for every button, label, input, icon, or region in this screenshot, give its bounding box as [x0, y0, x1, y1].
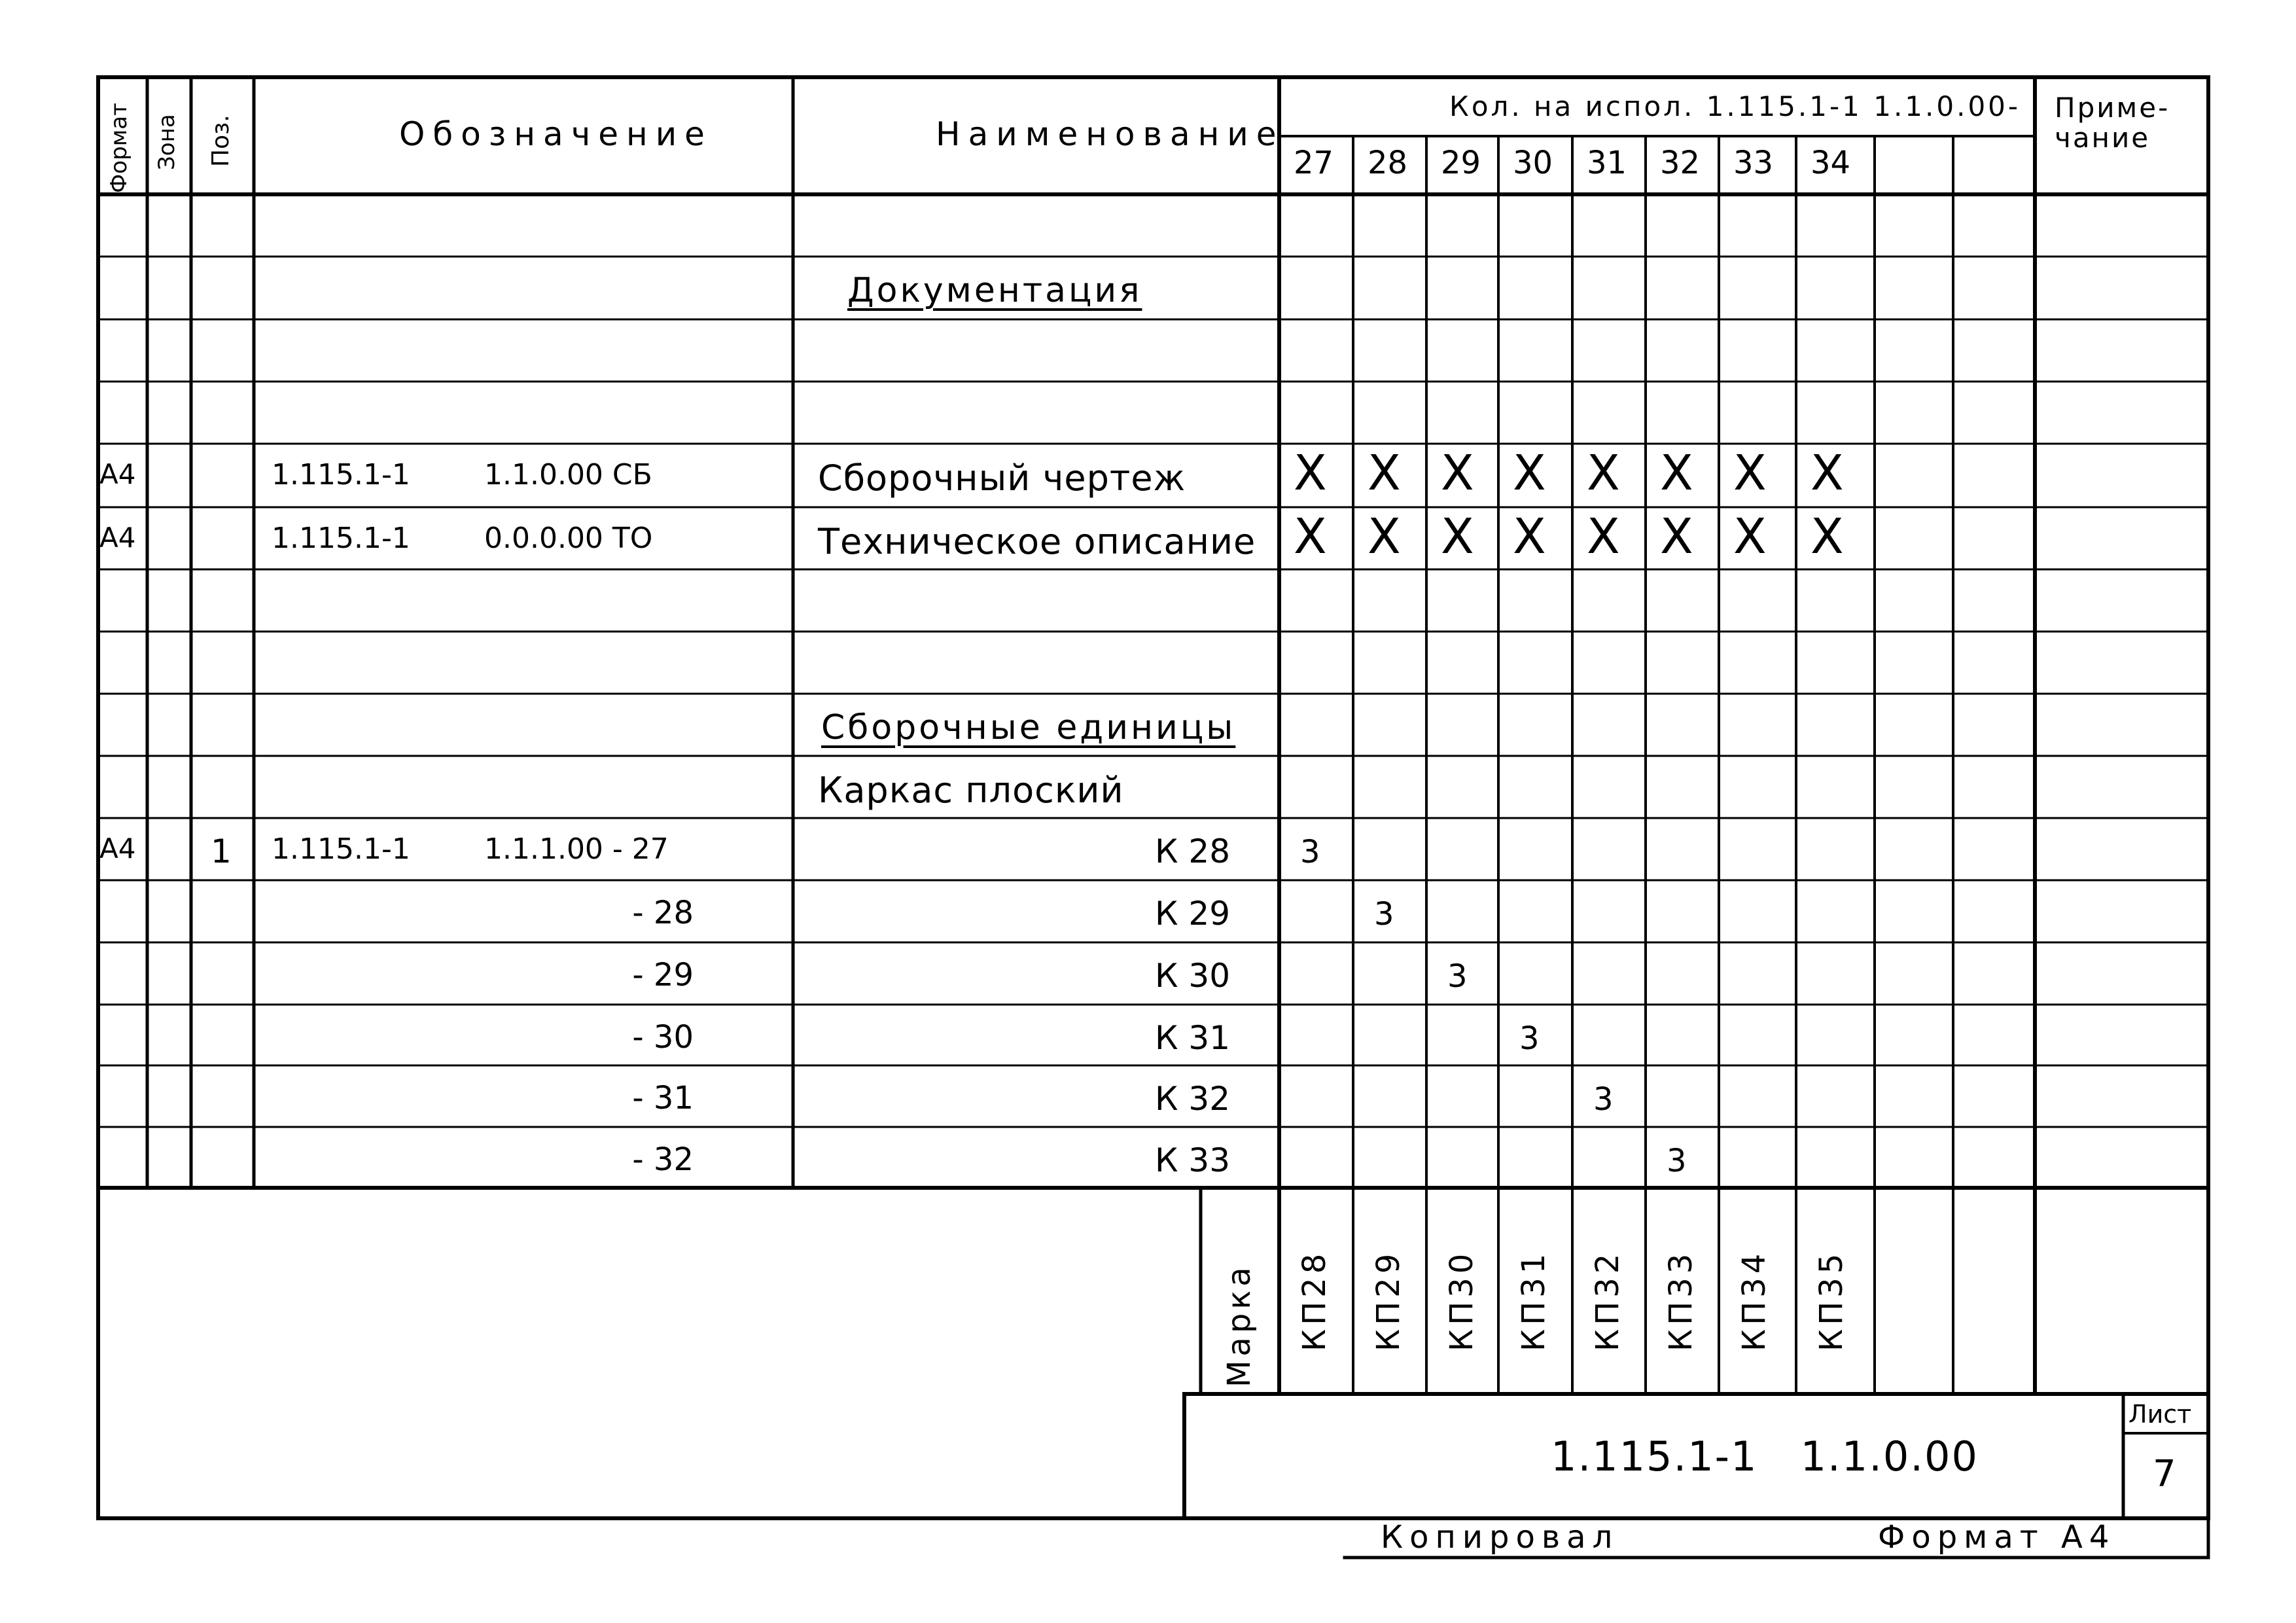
- row-name: К 33: [1154, 1141, 1230, 1179]
- row-code: - 32: [632, 1141, 694, 1178]
- section-title: Документация: [847, 271, 1142, 310]
- variant-col-header: 32: [1660, 145, 1701, 181]
- row-code: 1.1.1.00 - 27: [484, 832, 669, 866]
- applicability-mark: X: [1733, 445, 1767, 501]
- row-code: - 30: [632, 1019, 694, 1056]
- row-quantity: 3: [1667, 1143, 1687, 1179]
- marks-label: Марка: [1221, 1263, 1258, 1387]
- row-quantity: 3: [1374, 896, 1394, 933]
- row-quantity: 3: [1300, 834, 1320, 870]
- row-code: 1.1.0.00 СБ: [484, 458, 652, 491]
- variant-col-header: 34: [1810, 145, 1851, 181]
- mark-item: КП34: [1736, 1249, 1773, 1351]
- doc-code: 1.115.1-1 1.1.0.00: [1551, 1433, 1979, 1480]
- variant-col-header: 31: [1587, 145, 1627, 181]
- variant-col-header: 28: [1368, 145, 1408, 181]
- format-label: Формат А4: [1878, 1519, 2116, 1556]
- applicability-mark: X: [1441, 445, 1474, 501]
- section-title: Сборочные единицы: [821, 708, 1236, 747]
- mark-item: КП31: [1515, 1249, 1552, 1351]
- mark-item: КП30: [1443, 1249, 1480, 1351]
- header-format: Формат: [106, 103, 132, 193]
- applicability-mark: X: [1294, 445, 1327, 501]
- variant-col-header: 29: [1441, 145, 1481, 181]
- applicability-mark: X: [1587, 508, 1620, 565]
- row-quantity: 3: [1593, 1081, 1614, 1118]
- row-name: К 28: [1154, 832, 1230, 870]
- mark-item: КП35: [1813, 1249, 1850, 1351]
- row-designation: 1.115.1-1: [272, 458, 410, 491]
- mark-item: КП28: [1296, 1249, 1333, 1351]
- applicability-mark: X: [1368, 508, 1401, 565]
- row-code: - 31: [632, 1080, 694, 1116]
- header-qty-title: Кол. на испол. 1.115.1-1 1.1.0.00-: [1449, 90, 2021, 122]
- row-name: К 32: [1154, 1080, 1230, 1118]
- applicability-mark: X: [1441, 508, 1474, 565]
- mark-item: КП29: [1370, 1249, 1407, 1351]
- header-designation: Обозначение: [399, 115, 713, 153]
- applicability-mark: X: [1810, 508, 1844, 565]
- copied-label: Копировал: [1381, 1519, 1619, 1556]
- sheet-number: 7: [2153, 1453, 2176, 1495]
- applicability-mark: X: [1733, 508, 1767, 565]
- applicability-mark: X: [1660, 508, 1693, 565]
- row-name: Сборочный чертеж: [818, 457, 1186, 499]
- variant-col-header: 30: [1513, 145, 1553, 181]
- sheet-label: Лист: [2128, 1400, 2192, 1429]
- row-name: К 30: [1154, 957, 1230, 995]
- applicability-mark: X: [1368, 445, 1401, 501]
- row-quantity: 3: [1519, 1020, 1540, 1057]
- row-name: Каркас плоский: [818, 770, 1124, 811]
- row-quantity: 3: [1447, 958, 1468, 995]
- variant-col-header: 27: [1294, 145, 1334, 181]
- applicability-mark: X: [1513, 445, 1546, 501]
- header-zone: Зона: [154, 114, 180, 170]
- row-code: - 28: [632, 895, 694, 931]
- variant-col-header: 33: [1733, 145, 1774, 181]
- applicability-mark: X: [1513, 508, 1546, 565]
- applicability-mark: X: [1660, 445, 1693, 501]
- row-designation: 1.115.1-1: [272, 522, 410, 555]
- applicability-mark: X: [1294, 508, 1327, 565]
- applicability-mark: X: [1810, 445, 1844, 501]
- mark-item: КП33: [1663, 1249, 1699, 1351]
- row-name: К 29: [1154, 895, 1230, 933]
- mark-item: КП32: [1589, 1249, 1626, 1351]
- header-name: Наименование: [936, 115, 1284, 153]
- header-note: Приме- чание: [2055, 92, 2170, 154]
- header-pos: Поз.: [207, 115, 234, 167]
- row-designation: 1.115.1-1: [272, 832, 410, 866]
- row-code: - 29: [632, 957, 694, 993]
- row-name: Техническое описание: [818, 521, 1256, 562]
- row-code: 0.0.0.00 ТО: [484, 522, 653, 555]
- applicability-mark: X: [1587, 445, 1620, 501]
- row-format: А4: [99, 832, 136, 865]
- row-name: К 31: [1154, 1019, 1230, 1057]
- row-pos: 1: [211, 832, 232, 870]
- row-format: А4: [99, 458, 136, 490]
- row-format: А4: [99, 522, 136, 554]
